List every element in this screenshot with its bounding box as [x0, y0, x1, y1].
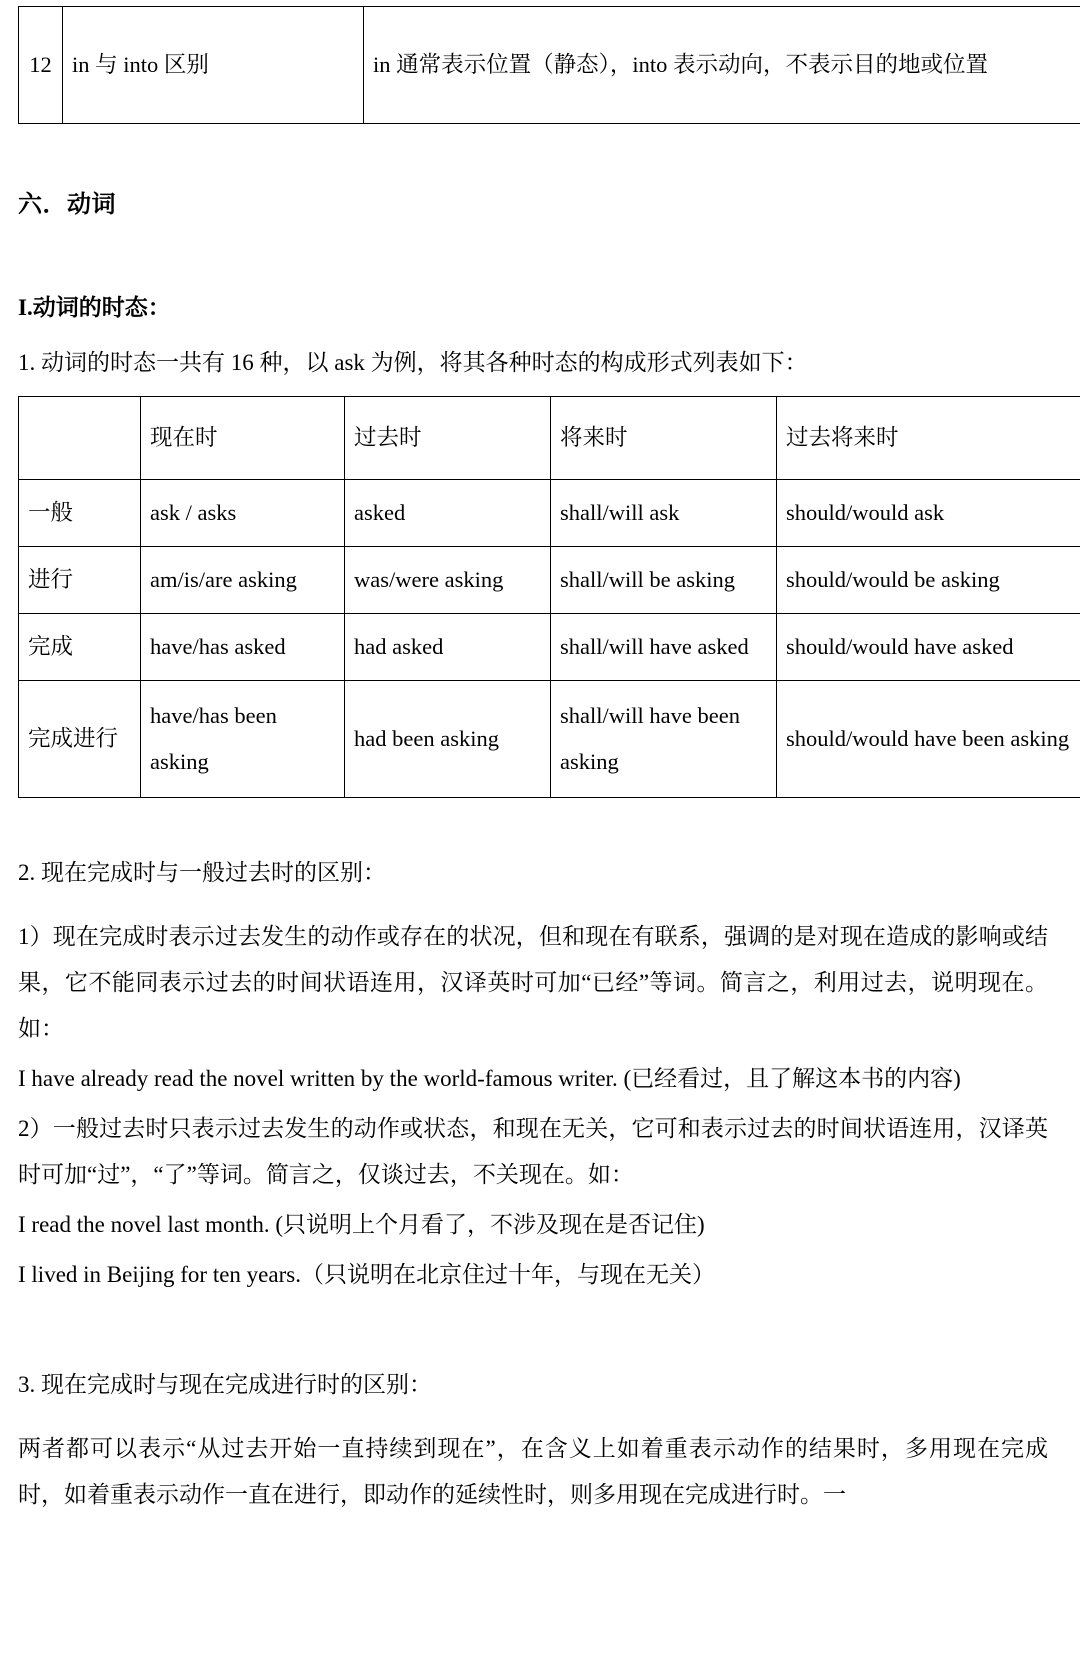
- point3-heading: 3. 现在完成时与现在完成进行时的区别：: [18, 1372, 432, 1397]
- subsection-heading: I.动词的时态：: [18, 295, 171, 320]
- column-header-present: 现在时: [141, 397, 345, 480]
- cell-perfect-progressive-present: have/has been asking: [141, 681, 345, 798]
- spacer: [18, 798, 1048, 832]
- corner-cell: [19, 397, 141, 480]
- point2-item2: 2）一般过去时只表示过去发生的动作或状态，和现在无关，它可和表示过去的时间状语连用，汉译英时可加“过”，“了”等词。简言之，仅谈过去，不关现在。如：: [18, 1116, 1048, 1187]
- column-header-past-future: 过去将来时: [777, 397, 1080, 480]
- table-row: [19, 480, 1080, 547]
- row-header-perfect: 完成: [19, 614, 141, 681]
- point2-heading: 2. 现在完成时与一般过去时的区别：: [18, 860, 386, 885]
- table-row: [19, 681, 1080, 798]
- point2-item2-example2: I lived in Beijing for ten years.（只说明在北京住过十年，与现在无关）: [18, 1262, 715, 1287]
- section-heading: 六．动词: [18, 192, 116, 218]
- cell-progressive-future: shall/will be asking: [551, 547, 777, 614]
- spacer: [18, 1298, 1048, 1332]
- cell-simple-past: asked: [345, 480, 551, 547]
- cell-progressive-present: am/is/are asking: [141, 547, 345, 614]
- cell-simple-future: shall/will ask: [551, 480, 777, 547]
- cell-perfect-progressive-past: had been asking: [345, 681, 551, 798]
- cell-perfect-present: have/has asked: [141, 614, 345, 681]
- table-row: [19, 547, 1080, 614]
- point2-item1-example: I have already read the novel written by the world-famous writer. (已经看过，且了解这本书的内容): [18, 1066, 961, 1091]
- table-row: [19, 614, 1080, 681]
- cell-perfect-progressive-past-future: should/would have been asking: [777, 681, 1080, 798]
- cell-perfect-future: shall/will have asked: [551, 614, 777, 681]
- column-header-future: 将来时: [551, 397, 777, 480]
- cell-perfect-past: had asked: [345, 614, 551, 681]
- verb-tense-table: [18, 396, 1080, 798]
- page-content: [18, 0, 1070, 1518]
- row-header-perfect-progressive: 完成进行: [19, 681, 141, 798]
- point2-item1: 1）现在完成时表示过去发生的动作或存在的状况，但和现在有联系，强调的是对现在造成的影响或结果，它不能同表示过去的时间状语连用，汉译英时可加“已经”等词。简言之，利用过去，说明现在。如：: [18, 924, 1048, 1041]
- table-header-row: [19, 397, 1080, 480]
- tense-table-intro: 1. 动词的时态一共有 16 种，以 ask 为例，将其各种时态的构成形式列表如下：: [18, 350, 808, 375]
- cell-perfect-past-future: should/would have asked: [777, 614, 1080, 681]
- cell-simple-present: ask / asks: [141, 480, 345, 547]
- row-term-cell: in 与 into 区别: [63, 7, 364, 124]
- row-header-progressive: 进行: [19, 547, 141, 614]
- cell-progressive-past: was/were asking: [345, 547, 551, 614]
- preposition-comparison-table: [18, 6, 1080, 124]
- cell-progressive-past-future: should/would be asking: [777, 547, 1080, 614]
- cell-simple-past-future: should/would ask: [777, 480, 1080, 547]
- table-row: [19, 7, 1080, 124]
- point2-item2-example1: I read the novel last month. (只说明上个月看了，不涉及现在是否记住): [18, 1212, 705, 1237]
- row-number-cell: 12: [19, 7, 63, 124]
- column-header-past: 过去时: [345, 397, 551, 480]
- point3-body: 两者都可以表示“从过去开始一直持续到现在”，在含义上如着重表示动作的结果时，多用现在完成时，如着重表示动作一直在进行，即动作的延续性时，则多用现在完成进行时。一: [18, 1436, 1048, 1507]
- row-description-cell: in 通常表示位置（静态），into 表示动向，不表示目的地或位置: [364, 7, 1080, 124]
- cell-perfect-progressive-future: shall/will have been asking: [551, 681, 777, 798]
- row-header-simple: 一般: [19, 480, 141, 547]
